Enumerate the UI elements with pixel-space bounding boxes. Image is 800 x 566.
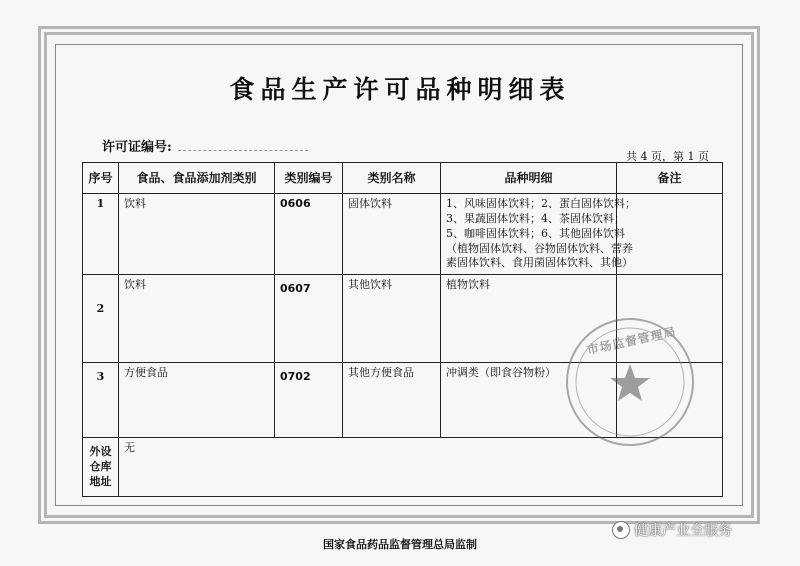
- footer-issuer: 国家食品药品监督管理总局监制: [323, 538, 477, 551]
- row-name: 其他方便食品: [343, 363, 441, 438]
- header-category: 食品、食品添加剂类别: [119, 163, 275, 194]
- header-note: 备注: [617, 163, 723, 194]
- warehouse-row: [83, 438, 723, 497]
- detail-line: 1、风味固体饮料；2、蛋白固体饮料；: [446, 197, 636, 210]
- license-number-label: 许可证编号:: [102, 140, 172, 155]
- header-seq: 序号: [83, 163, 119, 194]
- detail-line: 3、果蔬固体饮料；4、茶固体饮料；: [446, 211, 625, 225]
- header-details: 品种明细: [441, 163, 617, 194]
- seal-star-icon: [610, 364, 650, 401]
- official-seal: [566, 318, 694, 446]
- row-details: 冲调类（即食谷物粉）: [441, 363, 617, 438]
- row-name: 固体饮料: [343, 194, 441, 275]
- row-seq: 2: [83, 275, 119, 363]
- warehouse-label: [83, 438, 119, 497]
- row-details: 植物饮料: [441, 275, 617, 363]
- redacted-license-number: [178, 144, 308, 151]
- row-category: 饮料: [119, 275, 275, 363]
- row-category: 饮料: [119, 194, 275, 275]
- header-code: 类别编号: [275, 163, 343, 194]
- watermark: [612, 520, 732, 540]
- row-code: 0702: [275, 363, 343, 438]
- warehouse-label-text: 外设仓库地址: [89, 444, 112, 488]
- row-code: 0606: [275, 194, 343, 275]
- row-details: [441, 194, 636, 275]
- license-number-row: [102, 136, 308, 155]
- warehouse-value: 无: [119, 438, 723, 497]
- row-seq: 1: [83, 194, 119, 275]
- seal-text: 市场监督管理局: [585, 324, 678, 358]
- page-info: 共 4 页，第 1 页: [626, 150, 709, 163]
- table-header-row: [83, 163, 723, 194]
- detail-line: 素固体饮料、食用菌固体饮料、其他）: [446, 256, 633, 270]
- row-seq: 3: [83, 363, 119, 438]
- document-title: 食品生产许可品种明细表: [229, 75, 571, 104]
- row-name: 其他饮料: [343, 275, 441, 363]
- detail-line: （植物固体饮料、谷物固体饮料、营养: [446, 241, 633, 255]
- row-category: 方便食品: [119, 363, 275, 438]
- table-row: [83, 194, 723, 275]
- header-name: 类别名称: [343, 163, 441, 194]
- detail-line: 5、咖啡固体饮料；6、其他固体饮料: [446, 226, 625, 240]
- row-code: 0607: [275, 275, 343, 363]
- wechat-logo-icon: [612, 521, 630, 539]
- watermark-text: 健康产业全服务: [634, 523, 732, 539]
